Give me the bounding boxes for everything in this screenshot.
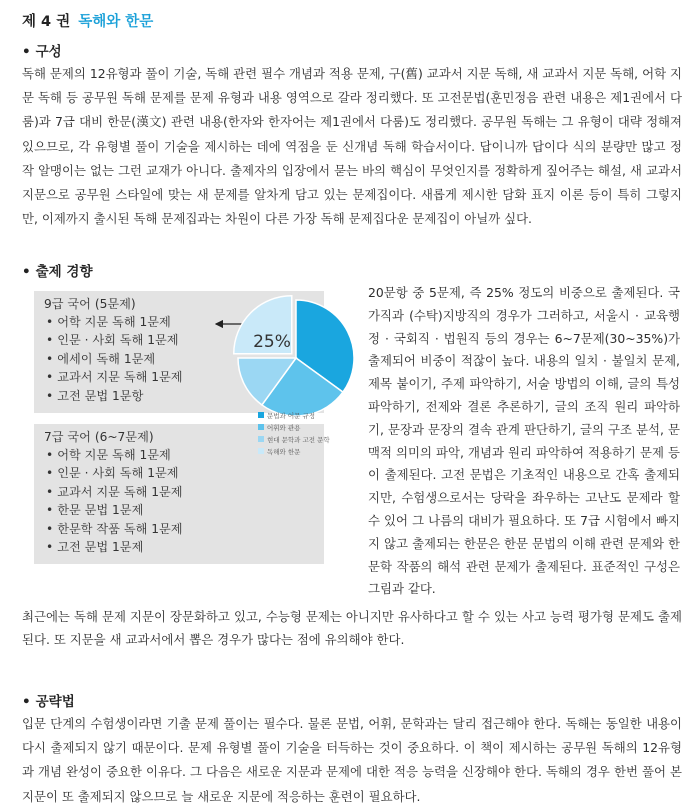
list-item: • 인문 · 사회 독해 1문제 bbox=[46, 466, 179, 481]
bullet-icon: • bbox=[22, 44, 31, 60]
grade9-title: 9급 국어 (5문제) bbox=[44, 297, 136, 311]
highlight-label: 25% bbox=[253, 332, 291, 352]
volume-label: 제 4 권 bbox=[22, 14, 71, 30]
bullet-icon: • bbox=[22, 694, 31, 710]
trend-bottom-paragraph: 최근에는 독해 문제 지문이 장문화하고 있고, 수능형 문제는 아니지만 유사하다고 할 수 있는 사고 능력 평가형 문제도 출제된다. 또 지문을 새 교과서에서 뽑은 경우가 많다는 점에 유의해야 한다. bbox=[22, 609, 682, 647]
list-item: • 에세이 독해 1문제 bbox=[46, 351, 156, 366]
legend-label: 어휘와 관용 bbox=[267, 424, 301, 432]
list-item: • 어학 지문 독해 1문제 bbox=[46, 448, 171, 462]
list-item: • 고전 문법 1문항 bbox=[46, 388, 144, 403]
grade7-title: 7급 국어 (6~7문제) bbox=[44, 430, 154, 444]
composition-heading-text: 구성 bbox=[35, 44, 62, 60]
list-item: • 인문 · 사회 독해 1문제 bbox=[46, 333, 179, 348]
legend-swatch bbox=[258, 424, 264, 430]
strategy-paragraph: 입문 단계의 수험생이라면 기출 문제 풀이는 필수다. 물론 문법, 어휘, 문학과는 달리 접근해야 한다. 독해는 동일한 내용이 다시 출제되지 않기 때문이다. 문제 유형별 풀이 기술을 터득하는 것이 중요하다. 이 책이 제시하는 공무원 독해의 12유형과 개념 완성이 중요한 이유다. 그 다음은 새로운 지문과 문제에 대한 적응 능력을 신장해야 한다. 독해의 경우 한번 풀어 본 지문이 또 출제되지 않으므로 늘 새로운 지문에 적응하는 훈련이 필요하다. bbox=[22, 716, 682, 804]
legend-swatch bbox=[258, 436, 264, 442]
section-heading-strategy bbox=[22, 690, 75, 710]
list-item: • 교과서 지문 독해 1문제 bbox=[46, 484, 183, 499]
legend-label: 독해와 한문 bbox=[267, 448, 301, 456]
strategy-heading-text: 공략법 bbox=[35, 694, 75, 710]
legend-label: 문법과 어문 규정 bbox=[267, 412, 316, 420]
list-item: • 어학 지문 독해 1문제 bbox=[46, 315, 171, 329]
trend-heading-text: 출제 경향 bbox=[35, 264, 93, 280]
list-item: • 한문학 작품 독해 1문제 bbox=[46, 521, 183, 536]
legend-swatch bbox=[258, 448, 264, 454]
list-item: • 한문 문법 1문제 bbox=[46, 503, 144, 518]
list-item: • 교과서 지문 독해 1문제 bbox=[46, 370, 183, 385]
trend-side-paragraph: 20문항 중 5문제, 즉 25% 정도의 비중으로 출제된다. 국가직과 (수탁)지방직의 경우가 그러하고, 서울시 · 교육행정 · 국회직 · 법원직 등의 경우는 6~7문제(30~35%)가 출제되어 비중이 적잖이 높다. 내용의 일치 · 불일치 문제, 제목 붙이기, 주제 파악하기, 서술 방법의 이해, 글의 특성 파악하기, 전제와 결론 추론하기, 글의 조직 원리 파악하기, 문장과 문장의 결속 관계 판단하기, 글의 구조 분석, 문맥적 의미의 파악, 개념과 원리 파악하여 적용하기 문제 등이 출제된다. 고전 문법은 기초적인 내용으로 간혹 출제되지만, 수험생으로서는 당락을 좌우하는 고난도 문제라 할 수 있어 그 나름의 대비가 필요하다. 또 7급 시험에서 빠지지 않고 출제되는 한문은 한문 문법의 이해 관련 문제와 한문학 작품의 해석 관련 문제가 출제된다. 표준적인 구성은 그림과 같다. bbox=[368, 285, 680, 597]
legend-label: 현대 문학과 고전 문학 bbox=[267, 436, 330, 444]
book-title: 독해와 한문 bbox=[78, 14, 154, 30]
list-item: • 고전 문법 1문제 bbox=[46, 540, 144, 555]
composition-paragraph: 독해 문제의 12유형과 풀이 기술, 독해 관련 필수 개념과 적용 문제, 구(舊) 교과서 지문 독해, 새 교과서 지문 독해, 어학 지문 독해 등 공무원 독해 문제를 문제 유형과 내용 영역으로 갈라 정리했다. 또 고전문법(훈민정음 관련 내용은 제1권에서 다룸)과 7급 대비 한문(漢文) 관련 내용(한자와 한자어는 제1권에서 다룸)도 정리했다. 공무원 독해는 그 유형이 대략 정해져 있으므로, 각 유형별 풀이 기술을 제시하는 데에 역점을 둔 신개념 독해 학습서이다. 답이니까 답이다 식의 분량만 많고 정작 알맹이는 없는 그런 교재가 아니다. 출제자의 입장에서 묻는 바의 핵심이 무엇인지를 정확하게 짚어주는 해설, 새 교과서 지문으로 공무원 스타일에 맞는 새 문제를 알차게 담고 있는 문제집이다. 새롭게 제시한 담화 표지 이론 등이 특히 그렇지만, 이제까지 출시된 독해 문제집과는 차원이 다른 가장 독해 문제집다운 문제집이 아닐까 싶다. bbox=[22, 66, 682, 227]
legend-swatch bbox=[258, 412, 264, 418]
bullet-icon: • bbox=[22, 264, 31, 280]
